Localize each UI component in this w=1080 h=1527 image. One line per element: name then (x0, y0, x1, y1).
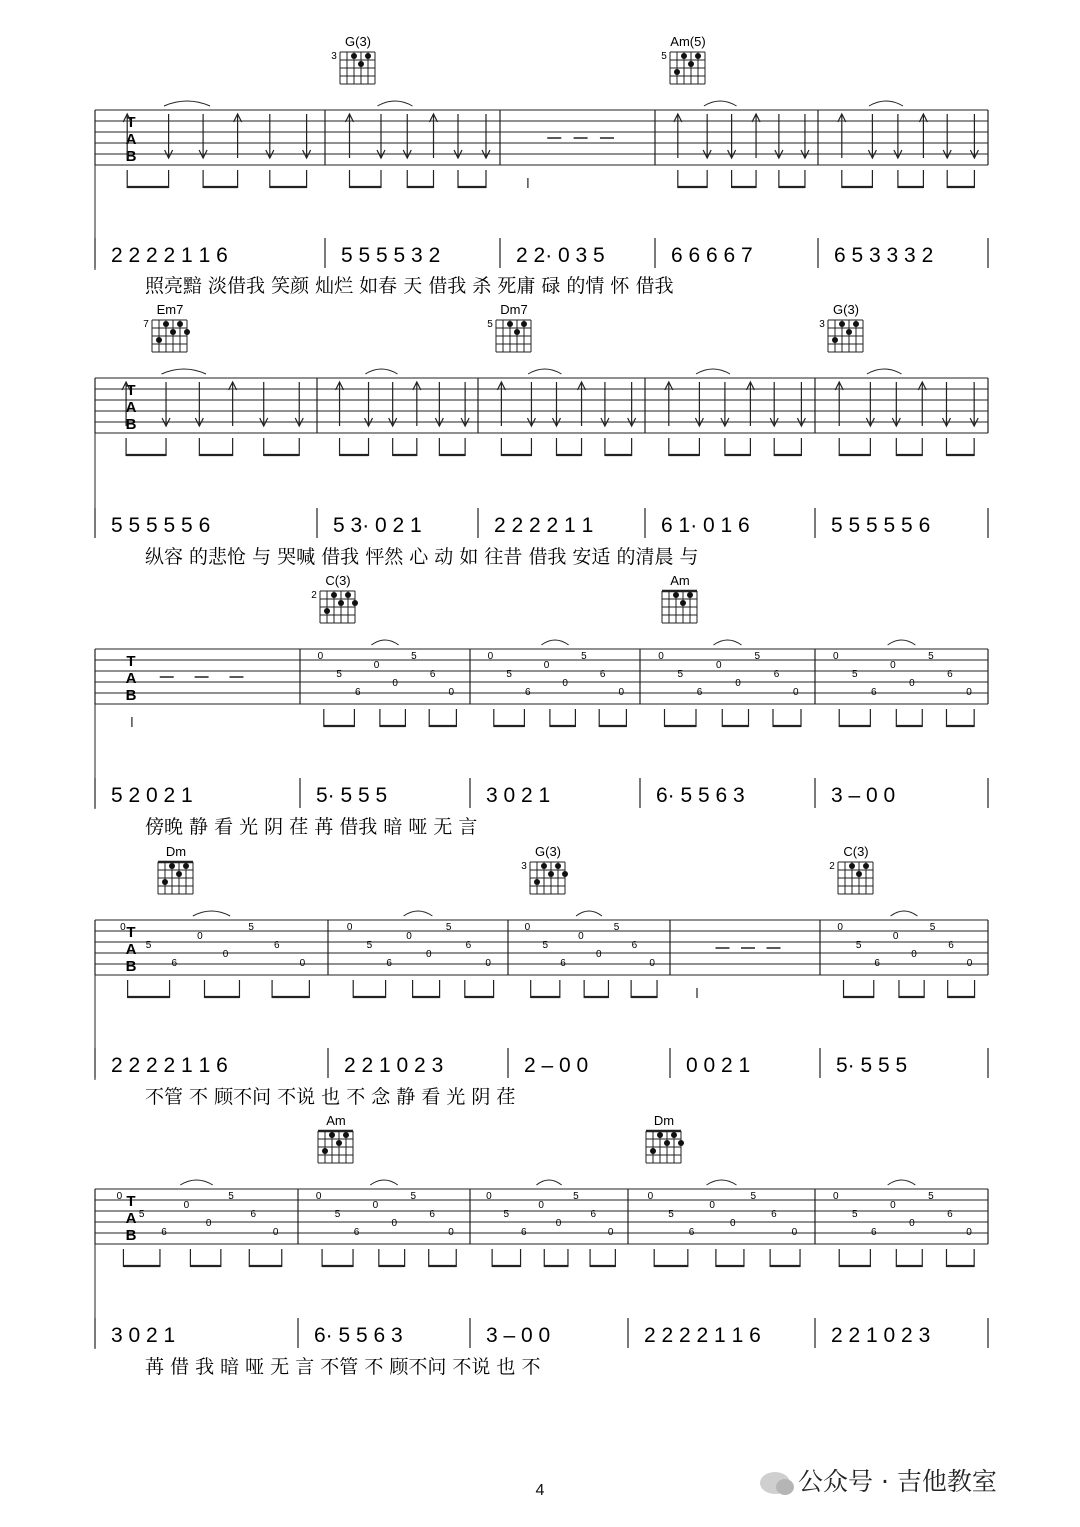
chord-finger-dot (534, 879, 540, 885)
tab-fret-number: 5 (542, 940, 549, 951)
tab-fret-number: 5 (366, 940, 373, 951)
chord-diagram-7 (662, 573, 697, 623)
tab-fret-number: 5 (855, 940, 862, 951)
chord-finger-dot (680, 600, 686, 606)
watermark-text: 公众号 · 吉他教室 (798, 1467, 997, 1496)
tab-clef-t: T (126, 653, 136, 670)
jianpu-measure-1: 2 2 2 2 1 1 6 (111, 1054, 228, 1077)
tie-arc (707, 1180, 737, 1185)
tab-clef-t: T (126, 382, 136, 399)
chord-finger-dot (541, 863, 547, 869)
tie-arc (869, 101, 903, 106)
tab-fret-number: 0 (426, 949, 432, 960)
chord-finger-dot (184, 329, 190, 335)
chord-finger-dot (664, 1140, 670, 1146)
tab-fret-number: 6 (520, 1227, 527, 1238)
chord-name: G(3) (345, 34, 371, 49)
tie-arc (888, 1180, 916, 1185)
tab-fret-number: 5 (411, 651, 417, 662)
chord-finger-dot (324, 608, 330, 614)
chord-finger-dot (555, 863, 561, 869)
tab-fret-number: 6 (773, 669, 780, 680)
tab-fret-number: 0 (578, 931, 584, 942)
tie-arc (162, 369, 206, 374)
tab-fret-number: 5 (334, 1209, 341, 1220)
chord-name: Am (670, 573, 690, 588)
chord-finger-dot (331, 592, 337, 598)
tab-fret-number: 5 (928, 651, 934, 662)
chord-finger-dot (329, 1132, 335, 1138)
tab-fret-number: 6 (560, 958, 566, 969)
tab-fret-number: 0 (966, 1227, 972, 1238)
tab-fret-number: 6 (386, 958, 392, 969)
tab-fret-number: 6 (161, 1227, 167, 1238)
tab-fret-number: 6 (465, 940, 472, 951)
tab-fret-number: 0 (658, 651, 664, 662)
chord-finger-dot (562, 871, 568, 877)
tab-fret-number: 6 (696, 687, 703, 698)
chord-finger-dot (352, 600, 358, 606)
chord-finger-dot (681, 53, 687, 59)
tab-fret-number: 5 (754, 651, 761, 662)
tab-fret-number: 0 (486, 1191, 492, 1202)
chord-name: Am(5) (670, 34, 706, 49)
tab-fret-number: 0 (197, 931, 203, 942)
tab-fret-number: 5 (581, 651, 587, 662)
tab-fret-number: 0 (317, 651, 324, 662)
tab-fret-number: 0 (890, 1200, 896, 1211)
tab-clef-a: A (125, 399, 137, 416)
chord-finger-dot (351, 53, 357, 59)
chord-name: Em7 (156, 302, 184, 317)
tab-fret-number: 6 (171, 958, 178, 969)
tab-fret-number: 5 (138, 1209, 145, 1220)
tie-arc (891, 911, 918, 916)
tab-fret-number: 0 (183, 1200, 190, 1211)
tab-fret-number: 0 (832, 1191, 839, 1202)
tab-clef-t: T (126, 924, 136, 941)
chord-finger-dot (521, 321, 527, 327)
jianpu-measure-2: 6· 5 5 6 3 (314, 1324, 403, 1347)
chord-finger-dot (849, 863, 855, 869)
jianpu-measure-5: 3 – 0 0 (831, 784, 896, 807)
tab-fret-number: 5 (145, 940, 152, 951)
chord-finger-dot (163, 321, 169, 327)
chord-fret-number: 5 (661, 51, 667, 62)
jianpu-measure-3: 2 2 2 2 1 1 (494, 514, 594, 537)
chord-diagram-3 (143, 302, 190, 352)
tab-system-1 (95, 101, 988, 297)
tab-fret-number: 0 (618, 687, 625, 698)
jianpu-measure-5: 2 2 1 0 2 3 (831, 1324, 931, 1347)
tab-clef-b: B (125, 687, 137, 704)
tab-fret-number: 0 (391, 1218, 398, 1229)
chord-fret-number: 5 (487, 319, 493, 330)
tab-fret-number: 0 (966, 958, 973, 969)
chord-diagram-12 (646, 1113, 684, 1163)
lyrics-line-1: 照亮黯 淡借我 笑颜 灿烂 如春 天 借我 杀 死庸 碌 的情 怀 借我 (145, 275, 674, 297)
tab-fret-number: 5 (928, 1191, 934, 1202)
chord-fret-number: 2 (311, 590, 317, 601)
tab-fret-number: 5 (750, 1191, 757, 1202)
tab-fret-number: 0 (272, 1227, 279, 1238)
jianpu-measure-1: 5 5 5 5 5 6 (111, 514, 211, 537)
chord-fret-number: 3 (819, 319, 825, 330)
chord-name: G(3) (535, 844, 561, 859)
chord-diagram-11 (318, 1113, 353, 1163)
tab-fret-number: 6 (771, 1209, 777, 1220)
chord-diagram-8 (158, 844, 193, 894)
chord-finger-dot (183, 863, 189, 869)
chord-fret-number: 2 (829, 861, 835, 872)
lyrics-line-5: 苒 借 我 暗 哑 无 言 不管 不 顾不问 不说 也 不 (145, 1356, 541, 1378)
jianpu-measure-3: 2 – 0 0 (524, 1054, 589, 1077)
tab-clef-b: B (125, 416, 137, 433)
tab-fret-number: 0 (966, 687, 972, 698)
jianpu-measure-3: 3 – 0 0 (486, 1324, 551, 1347)
chord-name: G(3) (833, 302, 859, 317)
tie-arc (180, 1180, 212, 1185)
tab-fret-number: 0 (222, 949, 229, 960)
chord-finger-dot (673, 592, 679, 598)
tab-fret-number: 5 (228, 1191, 234, 1202)
tab-clef-a: A (125, 131, 137, 148)
chord-finger-dot (688, 61, 694, 67)
tie-arc (696, 369, 730, 374)
tab-fret-number: 6 (525, 687, 531, 698)
chord-finger-dot (853, 321, 859, 327)
chord-fret-number: 3 (521, 861, 527, 872)
chord-finger-dot (322, 1148, 328, 1154)
lyrics-line-3: 傍晚 静 看 光 阴 荏 苒 借我 暗 哑 无 言 (145, 816, 478, 838)
jianpu-measure-4: 6· 5 5 6 3 (656, 784, 745, 807)
tab-fret-number: 0 (709, 1200, 715, 1211)
tab-fret-number: 0 (485, 958, 491, 969)
jianpu-measure-3: 3 0 2 1 (486, 784, 551, 807)
chord-finger-dot (695, 53, 701, 59)
tie-arc (378, 101, 413, 106)
tie-arc (536, 1180, 561, 1185)
tab-fret-number: 0 (315, 1191, 322, 1202)
chord-fret-number: 7 (143, 319, 149, 330)
tie-arc (888, 640, 916, 645)
tab-fret-number: 6 (353, 1227, 360, 1238)
tie-arc (576, 911, 602, 916)
tab-fret-number: 6 (599, 669, 606, 680)
chord-diagram-9 (521, 844, 568, 894)
tab-fret-number: 5 (668, 1209, 674, 1220)
chord-finger-dot (338, 600, 344, 606)
tab-fret-number: 0 (205, 1218, 212, 1229)
tie-arc (164, 101, 210, 106)
tab-fret-number: 0 (116, 1191, 123, 1202)
tie-arc (370, 1180, 398, 1185)
tab-system-5 (95, 1180, 988, 1378)
chord-name: C(3) (843, 844, 869, 859)
tie-arc (867, 369, 902, 374)
chord-finger-dot (671, 1132, 677, 1138)
tab-fret-number: 0 (911, 949, 917, 960)
tab-system-4 (95, 911, 988, 1108)
tab-fret-number: 5 (410, 1191, 417, 1202)
tab-fret-number: 6 (429, 1209, 435, 1220)
jianpu-measure-1: 5 2 0 2 1 (111, 784, 193, 807)
tab-fret-number: 6 (947, 1209, 953, 1220)
jianpu-measure-4: 6 6 6 6 7 (671, 244, 753, 267)
tab-clef-a: A (125, 670, 137, 687)
tab-fret-number: 0 (562, 678, 568, 689)
chord-finger-dot (343, 1132, 349, 1138)
tab-fret-number: 0 (832, 651, 839, 662)
tie-arc (365, 369, 397, 374)
jianpu-measure-3: 2 2· 0 3 5 (516, 244, 605, 267)
tab-fret-number: 0 (543, 660, 550, 671)
chord-finger-dot (345, 592, 351, 598)
tie-arc (704, 101, 737, 106)
tab-clef-b: B (125, 148, 137, 165)
tab-fret-number: 0 (392, 678, 398, 689)
chord-finger-dot (177, 321, 183, 327)
chord-finger-dot (358, 61, 364, 67)
chord-finger-dot (169, 863, 175, 869)
wechat-icon (760, 1472, 790, 1494)
chord-diagram-1 (331, 34, 375, 84)
tab-fret-number: 0 (649, 958, 655, 969)
tab-clef-a: A (125, 941, 137, 958)
tab-fret-number: 6 (631, 940, 638, 951)
tab-fret-number: 0 (909, 678, 915, 689)
tab-fret-number: 6 (871, 1227, 877, 1238)
tab-fret-number: 6 (355, 687, 361, 698)
chord-finger-dot (548, 871, 554, 877)
tab-fret-number: 6 (429, 669, 436, 680)
chord-diagram-10 (829, 844, 873, 894)
tab-fret-number: 6 (590, 1209, 597, 1220)
tab-fret-number: 0 (448, 1227, 454, 1238)
chord-diagram-5 (819, 302, 863, 352)
tab-fret-number: 0 (448, 687, 455, 698)
chord-finger-dot (674, 69, 680, 75)
tie-arc (541, 640, 568, 645)
tab-fret-number: 5 (613, 922, 620, 933)
chord-name: C(3) (325, 573, 351, 588)
chord-name: Am (326, 1113, 346, 1128)
jianpu-measure-2: 5· 5 5 5 (316, 784, 388, 807)
chord-finger-dot (678, 1140, 684, 1146)
tab-fret-number: 0 (299, 958, 306, 969)
jianpu-measure-2: 2 2 1 0 2 3 (344, 1054, 444, 1077)
tab-fret-number: 0 (890, 660, 896, 671)
jianpu-measure-1: 3 0 2 1 (111, 1324, 176, 1347)
tab-fret-number: 0 (715, 660, 722, 671)
tab-fret-number: 6 (948, 940, 954, 951)
tie-arc (714, 640, 742, 645)
chord-finger-dot (650, 1148, 656, 1154)
tab-fret-number: 0 (792, 687, 799, 698)
tab-fret-number: 5 (336, 669, 342, 680)
tab-fret-number: 0 (791, 1227, 798, 1238)
chord-fret-number: 3 (331, 51, 337, 62)
lyrics-line-4: 不管 不 顾不问 不说 也 不 念 静 看 光 阴 荏 (145, 1086, 516, 1108)
lyrics-line-2: 纵容 的悲怆 与 哭喊 借我 怦然 心 动 如 往昔 借我 安适 的清晨 与 (145, 546, 699, 568)
chord-finger-dot (162, 879, 168, 885)
jianpu-measure-5: 5· 5 5 5 (836, 1054, 908, 1077)
tab-fret-number: 0 (729, 1218, 736, 1229)
watermark (760, 1462, 997, 1498)
jianpu-measure-5: 6 5 3 3 3 2 (834, 244, 934, 267)
chord-name: Dm (653, 1113, 675, 1128)
jianpu-measure-5: 5 5 5 5 5 6 (831, 514, 931, 537)
tab-fret-number: 5 (506, 669, 512, 680)
tab-fret-number: 0 (373, 660, 380, 671)
tab-fret-number: 0 (346, 922, 353, 933)
chord-finger-dot (176, 871, 182, 877)
chord-finger-dot (156, 337, 162, 343)
tab-fret-number: 5 (852, 1209, 858, 1220)
tab-fret-number: 0 (909, 1218, 915, 1229)
tab-fret-number: 0 (524, 922, 531, 933)
chord-finger-dot (687, 592, 693, 598)
tab-clef-b: B (125, 1227, 137, 1244)
chord-finger-dot (514, 329, 520, 335)
tab-fret-number: 0 (372, 1200, 379, 1211)
chord-name: Dm (165, 844, 187, 859)
chord-diagram-6 (311, 573, 358, 623)
tab-fret-number: 5 (445, 922, 452, 933)
tab-fret-number: 5 (503, 1209, 510, 1220)
chord-finger-dot (832, 337, 838, 343)
tab-clef-t: T (126, 114, 136, 131)
tab-fret-number: 0 (607, 1227, 614, 1238)
page-number: 4 (535, 1482, 545, 1499)
tab-fret-number: 6 (688, 1227, 695, 1238)
tab-clef-t: T (126, 1193, 136, 1210)
chord-finger-dot (839, 321, 845, 327)
tab-fret-number: 6 (273, 940, 280, 951)
tab-fret-number: 0 (538, 1200, 544, 1211)
tab-fret-number: 0 (647, 1191, 654, 1202)
tab-fret-number: 6 (250, 1209, 257, 1220)
tie-arc (528, 369, 561, 374)
chord-finger-dot (170, 329, 176, 335)
tab-fret-number: 6 (871, 687, 877, 698)
tab-fret-number: 0 (120, 922, 126, 933)
jianpu-measure-4: 2 2 2 2 1 1 6 (644, 1324, 761, 1347)
tab-system-2 (95, 369, 988, 568)
tab-fret-number: 0 (595, 949, 602, 960)
tab-fret-number: 0 (406, 931, 412, 942)
chord-diagram-4 (487, 302, 531, 352)
chord-finger-dot (846, 329, 852, 335)
tie-arc (371, 640, 398, 645)
tab-clef-b: B (125, 958, 137, 975)
chord-finger-dot (856, 871, 862, 877)
chord-finger-dot (336, 1140, 342, 1146)
jianpu-measure-4: 0 0 2 1 (686, 1054, 751, 1077)
jianpu-measure-1: 2 2 2 2 1 1 6 (111, 244, 228, 267)
chord-finger-dot (657, 1132, 663, 1138)
tab-system-3 (95, 640, 988, 838)
chord-finger-dot (863, 863, 869, 869)
chord-finger-dot (365, 53, 371, 59)
chord-finger-dot (507, 321, 513, 327)
jianpu-measure-4: 6 1· 0 1 6 (661, 514, 750, 537)
tab-clef-a: A (125, 1210, 137, 1227)
jianpu-measure-2: 5 3· 0 2 1 (333, 514, 422, 537)
tab-fret-number: 5 (248, 922, 254, 933)
tab-fret-number: 0 (735, 678, 741, 689)
tab-fret-number: 6 (947, 669, 953, 680)
tie-arc (193, 911, 230, 916)
chord-diagram-2 (661, 34, 705, 84)
tie-arc (404, 911, 433, 916)
tab-fret-number: 0 (837, 922, 843, 933)
tab-fret-number: 5 (677, 669, 684, 680)
tab-fret-number: 5 (852, 669, 858, 680)
tab-fret-number: 0 (487, 651, 494, 662)
jianpu-measure-2: 5 5 5 5 3 2 (341, 244, 441, 267)
tab-fret-number: 6 (874, 958, 880, 969)
tab-fret-number: 0 (892, 931, 899, 942)
tab-fret-number: 5 (929, 922, 936, 933)
chord-name: Dm7 (500, 302, 528, 317)
tab-fret-number: 0 (555, 1218, 562, 1229)
tab-fret-number: 5 (573, 1191, 579, 1202)
